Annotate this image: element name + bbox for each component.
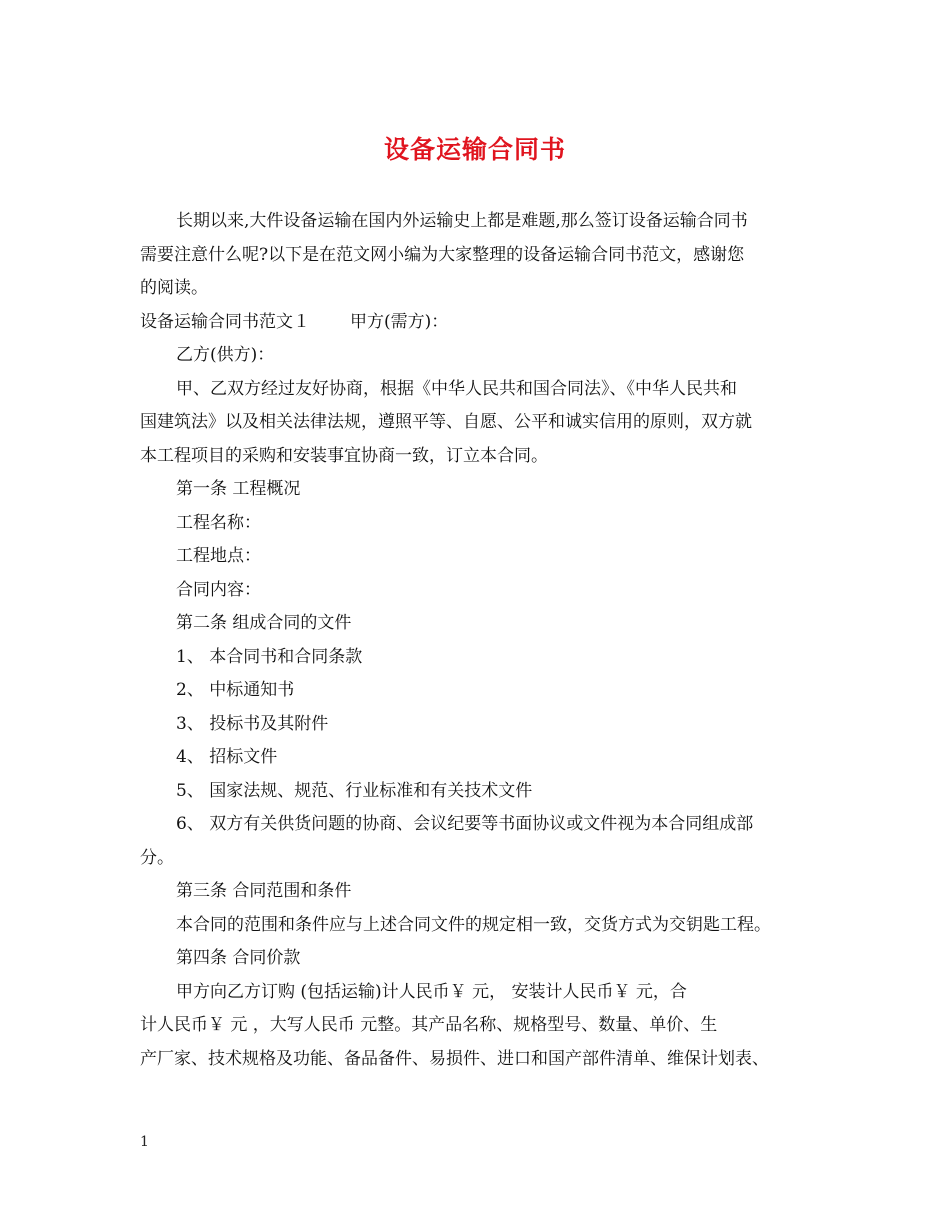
article-2-item: 6、 双方有关供货问题的协商、会议纪要等书面协议或文件视为本合同组成部 (176, 814, 754, 834)
agreement-paragraph (140, 373, 812, 407)
article-2-item-cont: 分。 (140, 847, 174, 868)
article-4-paragraph (140, 976, 812, 1010)
project-location-field: 工程地点： (176, 546, 261, 566)
intro-paragraph-cont (140, 239, 812, 306)
text-line: 甲、乙双方经过友好协商，根据《中华人民共和国合同法》、《中华人民共和 (176, 378, 737, 399)
text-line: 本工程项目的采购和安装事宜协商一致，订立本合同。 (140, 445, 548, 466)
text-line: 的阅读。 (140, 278, 208, 298)
article-1-title: 第一条 工程概况 (176, 479, 301, 499)
contract-content-field: 合同内容： (176, 579, 261, 600)
party-b-label: 乙方(供方)： (176, 345, 275, 365)
text-line: 计人民币￥ 元 ，大写人民币 元整。其产品名称、规格型号、数量、单价、生 (140, 1015, 718, 1035)
text-line: 国建筑法》以及相关法律法规，遵照平等、自愿、公平和诚实信用的原则，双方就 (140, 412, 752, 432)
sample-header-line (140, 306, 812, 340)
text-line: 产厂家、技术规格及功能、备品备件、易损件、进口和国产部件清单、维保计划表、 (140, 1048, 769, 1069)
party-a-label: 甲方(需方)： (350, 311, 449, 332)
article-2-item: 2、 中标通知书 (176, 680, 295, 700)
article-3-title: 第三条 合同范围和条件 (176, 881, 352, 901)
article-2-item: 5、 国家法规、规范、行业标准和有关技术文件 (176, 780, 533, 801)
document-title: 设备运输合同书 (383, 135, 566, 164)
document-body (140, 205, 812, 1076)
article-3-text: 本合同的范围和条件应与上述合同文件的规定相一致，交货方式为交钥匙工程。 (176, 914, 771, 935)
sample-header (140, 306, 812, 340)
party-b-line (140, 339, 812, 373)
text-line: 甲方向乙方订购 (包括运输)计人民币￥ 元， 安装计人民币￥ 元，合 (176, 981, 687, 1002)
article-2-title: 第二条 组成合同的文件 (176, 613, 352, 633)
text-line: 长期以来,大件设备运输在国内外运输史上都是难题,那么签订设备运输合同书 (176, 211, 748, 231)
article-4-paragraph-cont (140, 1009, 812, 1076)
intro-paragraph (140, 205, 812, 239)
article-2-item: 3、 投标书及其附件 (176, 713, 329, 734)
article-4-title: 第四条 合同价款 (176, 948, 301, 968)
sample-label: 设备运输合同书范文１ (140, 311, 310, 332)
article-2-item: 4、 招标文件 (176, 747, 278, 767)
text-line: 需要注意什么呢?以下是在范文网小编为大家整理的设备运输合同书范文，感谢您 (140, 244, 745, 265)
project-name-field: 工程名称： (176, 512, 261, 533)
agreement-paragraph-cont (140, 406, 812, 473)
page-number: 1 (140, 1134, 149, 1150)
article-2-item: 1、 本合同书和合同条款 (176, 646, 363, 667)
